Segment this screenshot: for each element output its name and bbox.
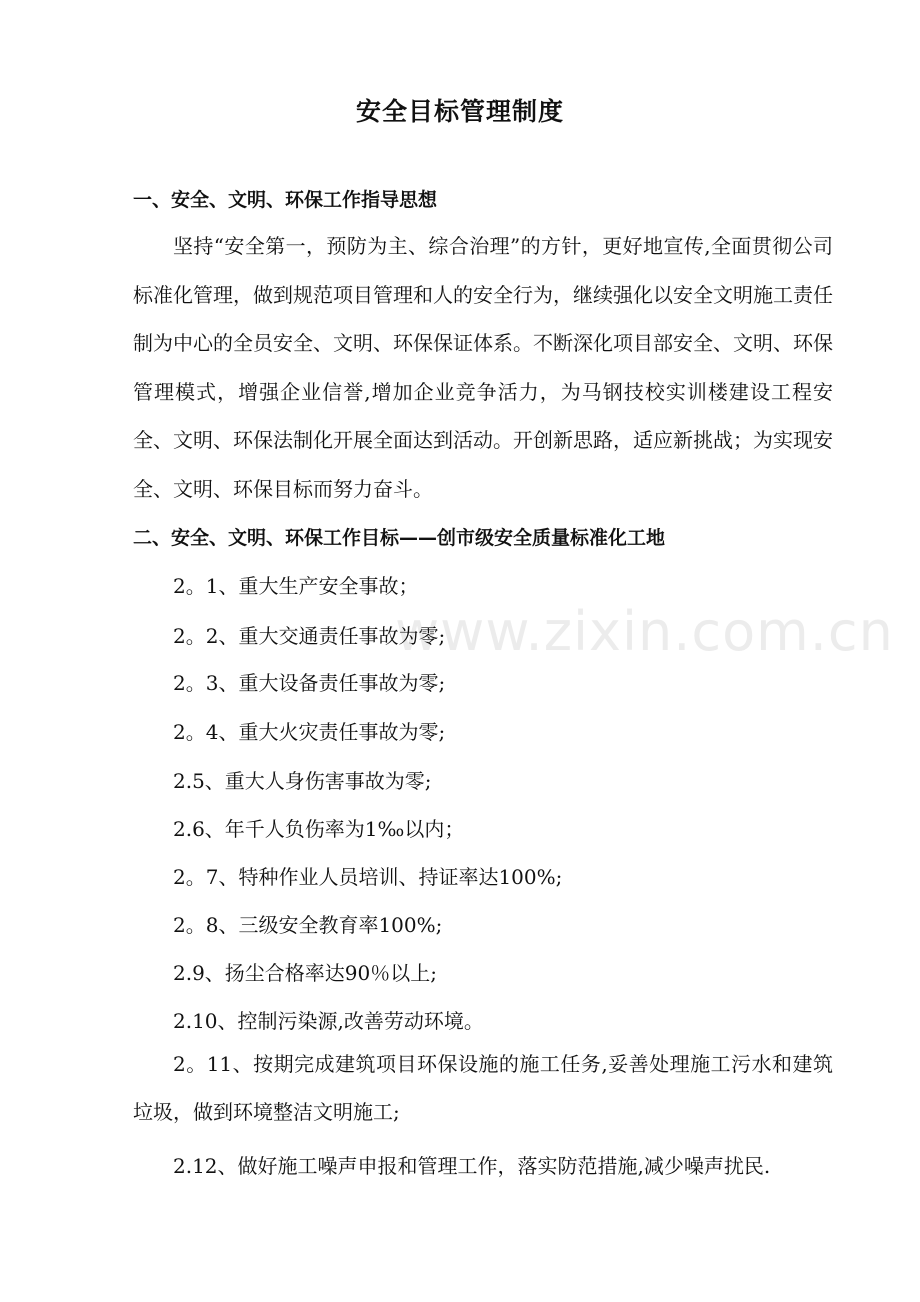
- section-heading-1: 一、安全、文明、环保工作指导思想: [133, 189, 438, 211]
- goal-item: 2。2、重大交通责任事故为零;: [173, 624, 446, 648]
- goal-item: 2.10、控制污染源,改善劳动环境。: [173, 1009, 484, 1033]
- goal-item: 2.9、扬尘合格率达90％以上;: [173, 961, 437, 985]
- watermark: www.zixin.com.cn: [395, 600, 894, 663]
- goal-item: 2.6、年千人负伤率为1‰以内；: [173, 817, 465, 841]
- section-heading-2: 二、安全、文明、环保工作目标——创市级安全质量标准化工地: [133, 527, 666, 549]
- document-title: 安全目标管理制度: [355, 97, 564, 126]
- goal-item: 2。4、重大火灾责任事故为零;: [173, 720, 446, 744]
- goal-item: 2。1、重大生产安全事故；: [173, 574, 419, 598]
- goal-item: 2。8、三级安全教育率100%;: [173, 913, 443, 937]
- goal-item: 2。3、重大设备责任事故为零;: [173, 671, 446, 695]
- goal-item: 2.5、重大人身伤害事故为零;: [173, 769, 432, 793]
- section-1-paragraph: 坚持“安全第一，预防为主、综合治理”的方针，更好地宣传,全面贯彻公司标准化管理，做到规范项目管理和人的安全行为，继续强化以安全文明施工责任制为中心的全员安全、文明、环保保证体系。不断深化项目部安全、文明、环保管理模式，增强企业信誉,增加企业竞争活力，为马钢技校实训楼建设工程安全、文明、环保法制化开展全面达到活动。开创新思路，适应新挑战；为实现安全、文明、环保目标而努力奋斗。: [133, 234, 833, 501]
- goal-item: 2。7、特种作业人员培训、持证率达100%;: [173, 865, 563, 889]
- goal-item: 2.12、做好施工噪声申报和管理工作，落实防范措施,减少噪声扰民.: [173, 1154, 771, 1178]
- goal-item: 2。11、按期完成建筑项目环保设施的施工任务,妥善处理施工污水和建筑垃圾，做到环境整洁文明施工;: [133, 1052, 833, 1124]
